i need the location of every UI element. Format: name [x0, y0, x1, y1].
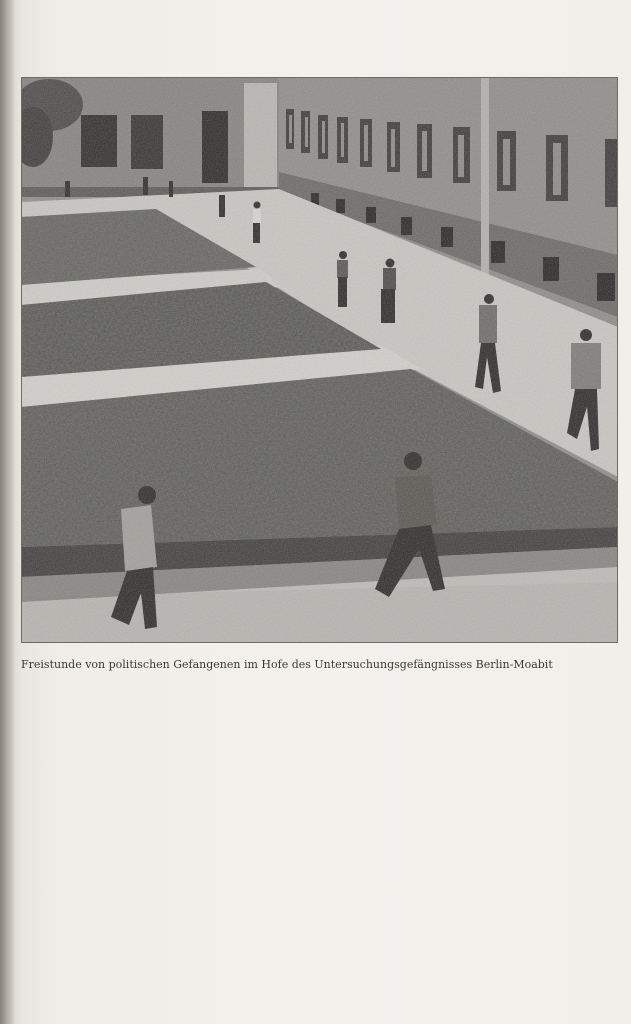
photo-caption: Freistunde von politischen Gefangenen im Hofe des Untersuchungsgefängnisses Berlin-Moabit	[21, 658, 553, 671]
prison-courtyard-photo	[21, 77, 618, 643]
photo-graphic	[21, 77, 618, 643]
